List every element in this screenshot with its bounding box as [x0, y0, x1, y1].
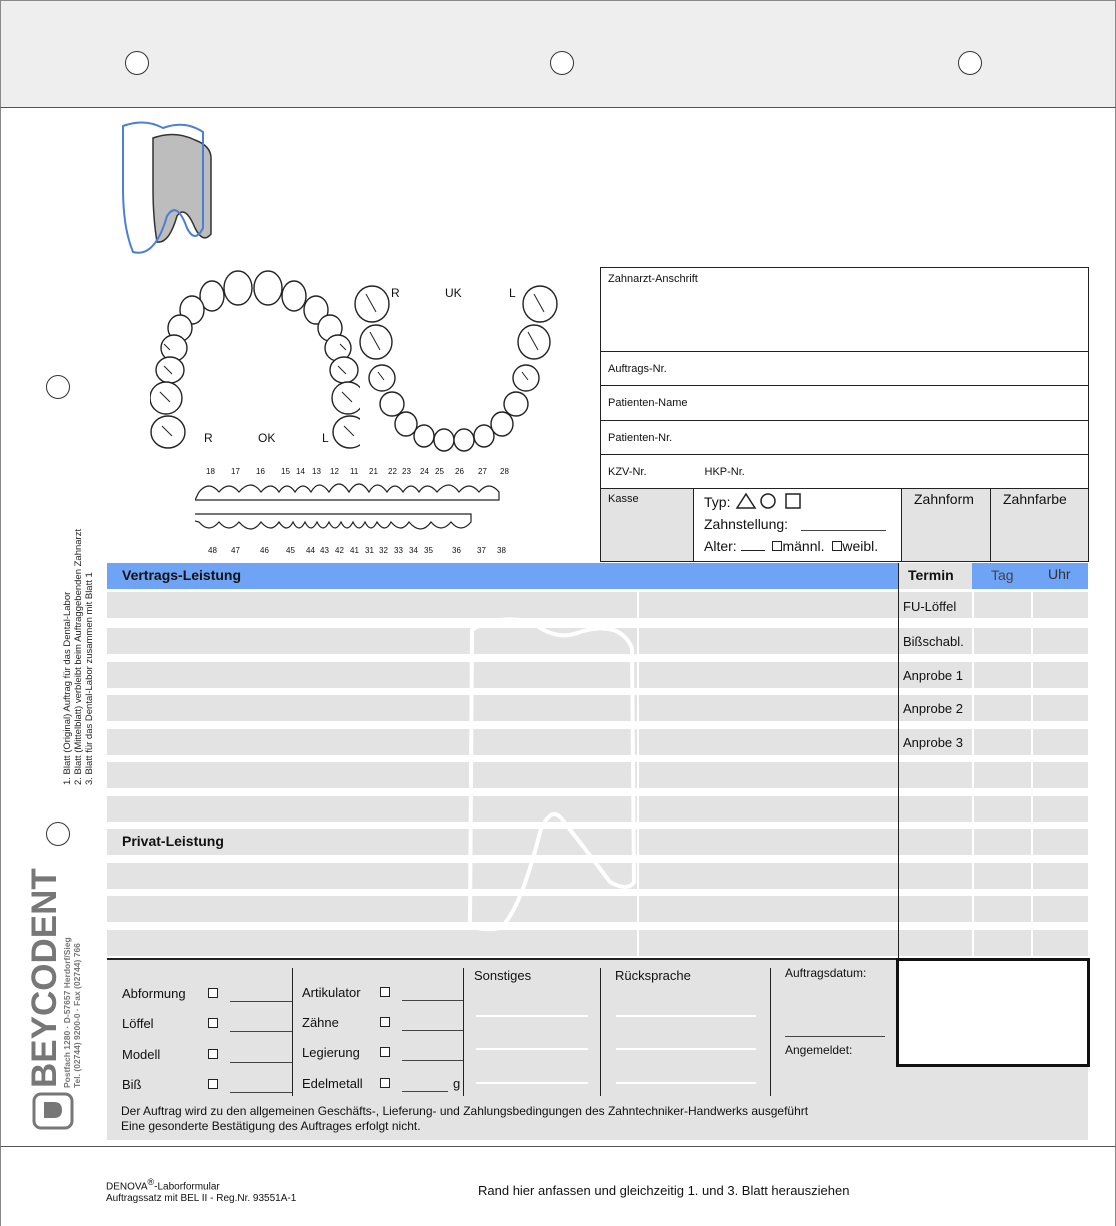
modell-label: Modell: [122, 1047, 161, 1062]
tooth-number: 43: [320, 546, 329, 555]
divider: [901, 489, 902, 561]
legierung-label: Legierung: [302, 1045, 360, 1060]
terms-line-1: Der Auftrag wird zu den allgemeinen Geschäfts-, Lieferung- und Zahlungsbedingungen des Zahntechniker-Handwerks ausgeführt: [121, 1104, 809, 1118]
terms-line-2: Eine gesonderte Bestätigung des Auftrages erfolgt nicht.: [121, 1119, 421, 1133]
tooth-number: 33: [394, 546, 403, 555]
tooth-number: 41: [350, 546, 359, 555]
ruecksprache-line[interactable]: [616, 1048, 756, 1050]
tooth-number: 17: [231, 467, 240, 476]
divider: [292, 968, 293, 1096]
angemeldet-label: Angemeldet:: [785, 1043, 853, 1057]
alter-row: [704, 538, 878, 554]
copy-instruction-line-3: 3. Blatt für das Dental-Labor zusammen mit Blatt 1: [84, 572, 95, 785]
brand-address-1: Postfach 1280 · D-57657 Herdorf/Sieg: [62, 937, 72, 1088]
copy-instruction-line-1: 1. Blatt (Original) Auftrag für das Dental-Labor: [62, 591, 73, 785]
sonstiges-label: Sonstiges: [474, 968, 532, 983]
alter-label: Alter:: [704, 538, 737, 554]
termin-bissschabl: Bißschabl.: [903, 634, 964, 649]
kasse-label: Kasse: [608, 493, 639, 505]
tooth-number: 37: [477, 546, 486, 555]
tooth-number: 36: [452, 546, 461, 555]
ruecksprache-line[interactable]: [616, 1082, 756, 1084]
tooth-logo-icon: [115, 118, 220, 260]
patient-name-label: Patienten-Name: [608, 397, 688, 409]
column-separator: [1031, 589, 1033, 957]
artikulator-line[interactable]: [402, 1000, 464, 1001]
copy-instruction-line-2: 2. Blatt (Mittelblatt) verbleibt beim Auftraggebenden Zahnarzt: [73, 528, 84, 785]
typ-label: Typ:: [704, 494, 731, 510]
gram-unit: g: [453, 1076, 461, 1091]
divider: [600, 968, 601, 1096]
punch-hole: [46, 822, 70, 846]
abformung-label: Abformung: [122, 986, 186, 1001]
typ-row: [704, 492, 804, 510]
ok-left-label: L: [322, 431, 329, 445]
tooth-number: 45: [286, 546, 295, 555]
tooth-number: 11: [350, 467, 359, 476]
edelmetall-line[interactable]: [402, 1091, 448, 1092]
loeffel-label: Löffel: [122, 1016, 154, 1031]
tooth-number: 14: [296, 467, 305, 476]
order-number-label: Auftrags-Nr.: [608, 362, 667, 375]
patient-info-box: [600, 267, 1089, 562]
hkp-number-label: HKP-Nr.: [704, 465, 745, 478]
punch-hole: [125, 51, 149, 75]
tooth-number: 27: [478, 467, 487, 476]
zahnfarbe-label[interactable]: Zahnfarbe: [1003, 491, 1067, 507]
column-separator: [972, 589, 974, 957]
abformung-checkbox[interactable]: [208, 988, 218, 998]
dentist-address-label: Zahnarzt-Anschrift: [608, 273, 698, 285]
abformung-line[interactable]: [230, 1001, 292, 1002]
tooth-number: 25: [435, 467, 444, 476]
termin-label: Termin: [908, 567, 954, 583]
tear-instruction: Rand hier anfassen und gleichzeitig 1. und 3. Blatt herausziehen: [478, 1183, 850, 1198]
punch-hole: [550, 51, 574, 75]
kzv-hkp-field[interactable]: [601, 455, 1088, 489]
punch-hole: [46, 375, 70, 399]
sonstiges-line[interactable]: [476, 1015, 588, 1017]
tooth-number: 21: [369, 467, 378, 476]
tooth-number: 44: [306, 546, 315, 555]
brand-address-2: Tel. (02744) 9200-0 · Fax (02744) 766: [72, 943, 82, 1088]
tooth-number: 15: [281, 467, 290, 476]
termin-column-line: [898, 563, 899, 958]
tag-label: Tag: [991, 567, 1014, 583]
zaehne-line[interactable]: [402, 1030, 464, 1031]
uhr-label: Uhr: [1048, 566, 1071, 582]
patient-number-label: Patienten-Nr.: [608, 431, 673, 444]
termin-anprobe-1: Anprobe 1: [903, 668, 963, 683]
frontal-teeth-diagram: [195, 478, 525, 544]
termin-anprobe-2: Anprobe 2: [903, 701, 963, 716]
artikulator-checkbox[interactable]: [380, 987, 390, 997]
ruecksprache-line[interactable]: [616, 1015, 756, 1017]
biss-line[interactable]: [230, 1092, 292, 1093]
registration-number: Auftragssatz mit BEL II - Reg.Nr. 93551A-1: [106, 1193, 297, 1205]
uk-right-label: R: [391, 286, 400, 300]
zaehne-checkbox[interactable]: [380, 1017, 390, 1027]
sonstiges-line[interactable]: [476, 1082, 588, 1084]
zahnform-label[interactable]: Zahnform: [914, 491, 974, 507]
female-label: weibl.: [842, 538, 879, 554]
tooth-number: 42: [335, 546, 344, 555]
tooth-number: 34: [409, 546, 418, 555]
lower-tooth-numbers: [196, 546, 516, 558]
legierung-line[interactable]: [402, 1060, 464, 1061]
tooth-number: 12: [330, 467, 339, 476]
punch-hole: [958, 51, 982, 75]
tooth-number: 16: [256, 467, 265, 476]
divider: [990, 489, 991, 561]
tooth-number: 32: [379, 546, 388, 555]
brand-name: BEYCODENT: [25, 868, 64, 1088]
edelmetall-label: Edelmetall: [302, 1076, 363, 1091]
tooth-number: 46: [260, 546, 269, 555]
sonstiges-line[interactable]: [476, 1048, 588, 1050]
tooth-number: 47: [231, 546, 240, 555]
tooth-number: 22: [388, 467, 397, 476]
tooth-number: 28: [500, 467, 509, 476]
termin-anprobe-3: Anprobe 3: [903, 735, 963, 750]
modell-checkbox[interactable]: [208, 1049, 218, 1059]
divider: [693, 489, 694, 561]
male-checkbox[interactable]: [772, 541, 782, 551]
uk-label: UK: [445, 286, 462, 300]
legierung-checkbox[interactable]: [380, 1047, 390, 1057]
ok-label: OK: [258, 431, 276, 445]
biss-checkbox[interactable]: [208, 1079, 218, 1089]
tooth-number: 35: [424, 546, 433, 555]
vertrags-leistung-label: Vertrags-Leistung: [122, 567, 242, 583]
tooth-number: 13: [312, 467, 321, 476]
divider: [463, 968, 464, 1096]
kasse-field[interactable]: [601, 489, 693, 561]
zahnstellung-label: Zahnstellung:: [704, 516, 789, 532]
ruecksprache-label: Rücksprache: [615, 968, 691, 983]
tooth-type-shapes-icon[interactable]: [734, 492, 804, 510]
loeffel-checkbox[interactable]: [208, 1018, 218, 1028]
kzv-number-label: KZV-Nr.: [608, 465, 647, 478]
tooth-number: 18: [206, 467, 215, 476]
zaehne-label: Zähne: [302, 1015, 339, 1030]
biss-label: Biß: [122, 1077, 142, 1092]
tooth-number: 48: [208, 546, 217, 555]
tooth-number: 31: [365, 546, 374, 555]
termin-fu-loeffel: FU-Löffel: [903, 599, 957, 614]
product-info: [106, 1176, 296, 1205]
auftragsdatum-line[interactable]: [785, 1036, 885, 1037]
zahnstellung-row[interactable]: [704, 516, 788, 532]
auftragsdatum-label: Auftragsdatum:: [785, 966, 867, 980]
dentist-address-field[interactable]: [601, 268, 1088, 352]
copy-instructions: [62, 515, 95, 785]
terms-text: [121, 1104, 808, 1134]
loeffel-line[interactable]: [230, 1031, 292, 1032]
tooth-number: 24: [420, 467, 429, 476]
male-label: männl.: [782, 538, 825, 554]
patient-name-field[interactable]: [601, 386, 1088, 421]
privat-leistung-label: Privat-Leistung: [122, 833, 224, 849]
watermark-tooth-icon: [460, 612, 642, 934]
tooth-number: 26: [455, 467, 464, 476]
product-name: DENOVA: [106, 1181, 148, 1193]
registered-mark: ®: [147, 1177, 155, 1187]
patient-number-field[interactable]: [601, 421, 1088, 455]
zahnstellung-line: [801, 530, 886, 531]
female-checkbox[interactable]: [832, 541, 842, 551]
edelmetall-checkbox[interactable]: [380, 1078, 390, 1088]
lab-stamp-box[interactable]: [896, 958, 1090, 1067]
alter-input-line[interactable]: [741, 550, 765, 551]
tooth-number: 23: [402, 467, 411, 476]
uk-left-label: L: [509, 286, 516, 300]
divider: [770, 968, 771, 1096]
modell-line[interactable]: [230, 1062, 292, 1063]
artikulator-label: Artikulator: [302, 985, 361, 1000]
lower-jaw-diagram: [350, 280, 565, 455]
product-suffix: -Laborformular: [154, 1181, 220, 1193]
ok-right-label: R: [204, 431, 213, 445]
tooth-number: 38: [497, 546, 506, 555]
order-number-field[interactable]: [601, 352, 1088, 386]
